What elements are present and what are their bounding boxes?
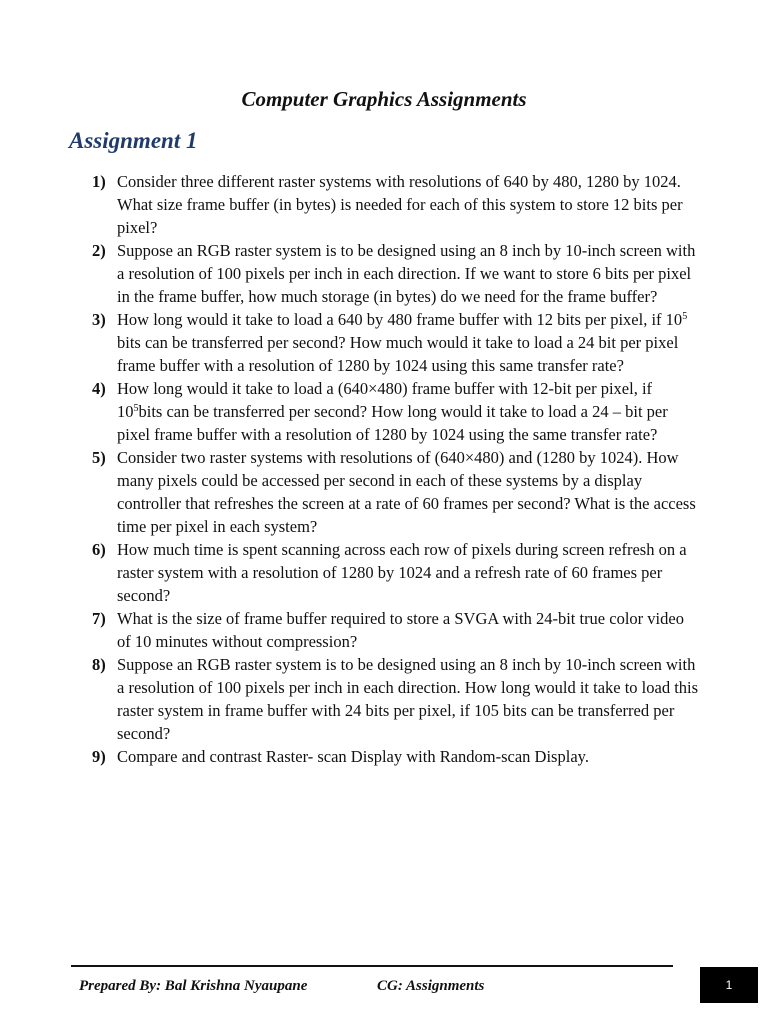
question-number: 2) xyxy=(92,241,106,260)
exponent: 5 xyxy=(133,403,139,414)
question-item xyxy=(0,607,701,653)
question-number: 7) xyxy=(92,609,106,628)
question-number: 5) xyxy=(92,448,106,467)
page-number-badge: 1 xyxy=(700,967,758,1003)
question-text: Suppose an RGB raster system is to be designed using an 8 inch by 10-inch screen with a resolution of 100 pixels per inch in each direction. How long would it take to load this raster system in frame buffer with 24 bits per pixel, if 105 bits can be transferred per second? xyxy=(117,655,699,743)
question-text xyxy=(117,310,687,375)
question-number: 4) xyxy=(92,379,106,398)
question-item xyxy=(0,446,701,538)
footer-divider xyxy=(71,965,673,967)
question-number: 1) xyxy=(92,172,106,191)
question-text xyxy=(117,379,668,444)
question-number: 9) xyxy=(92,747,106,766)
question-text: What is the size of frame buffer required to store a SVGA with 24-bit true color video of 10 minutes without compression? xyxy=(117,609,684,651)
assignment-heading: Assignment 1 xyxy=(69,128,198,153)
footer-author: Prepared By: Bal Krishna Nyaupane xyxy=(79,978,308,994)
question-list xyxy=(0,170,768,768)
question-item xyxy=(0,377,701,446)
question-text-part: How long would it take to load a (640×480) frame buffer with 12-bit per pixel, if 10 xyxy=(117,379,653,421)
question-text-part: bits can be transferred per second? How long would it take to load a 24 – bit per pixel frame buffer with a resolution of 1280 by 1024 using the same transfer rate? xyxy=(117,402,668,444)
question-item xyxy=(0,653,701,745)
document-title: Computer Graphics Assignments xyxy=(241,87,527,111)
question-text-part: bits can be transferred per second? How much would it take to load a 24 bit per pixel frame buffer with a resolution of 1280 by 1024 using this same transfer rate? xyxy=(117,333,679,375)
question-text: How much time is spent scanning across each row of pixels during screen refresh on a raster system with a resolution of 1280 by 1024 and a refresh rate of 60 frames per second? xyxy=(117,540,687,605)
exponent: 5 xyxy=(682,311,688,322)
question-text: Suppose an RGB raster system is to be designed using an 8 inch by 10-inch screen with a resolution of 100 pixels per inch in each direction. If we want to store 6 bits per pixel in the frame buffer, how much storage (in bytes) do we need for the frame buffer? xyxy=(117,241,696,306)
question-item xyxy=(0,538,701,607)
question-item xyxy=(0,308,701,377)
question-number: 6) xyxy=(92,540,106,559)
question-text: Compare and contrast Raster- scan Display with Random-scan Display. xyxy=(117,747,589,766)
question-item xyxy=(0,745,701,768)
question-text-part: How long would it take to load a 640 by 480 frame buffer with 12 bits per pixel, if 10 xyxy=(117,310,683,329)
question-item xyxy=(0,239,701,308)
question-number: 8) xyxy=(92,655,106,674)
question-item xyxy=(0,170,701,239)
question-text: Consider two raster systems with resolutions of (640×480) and (1280 by 1024). How many pixels could be accessed per second in each of these systems by a display controller that refreshes the screen at a rate of 60 frames per second? What is the access time per pixel in each system? xyxy=(117,448,696,536)
question-number: 3) xyxy=(92,310,106,329)
question-text: Consider three different raster systems with resolutions of 640 by 480, 1280 by 1024. What size frame buffer (in bytes) is needed for each of this system to store 12 bits per pixel? xyxy=(117,172,683,237)
footer-course: CG: Assignments xyxy=(377,978,485,994)
